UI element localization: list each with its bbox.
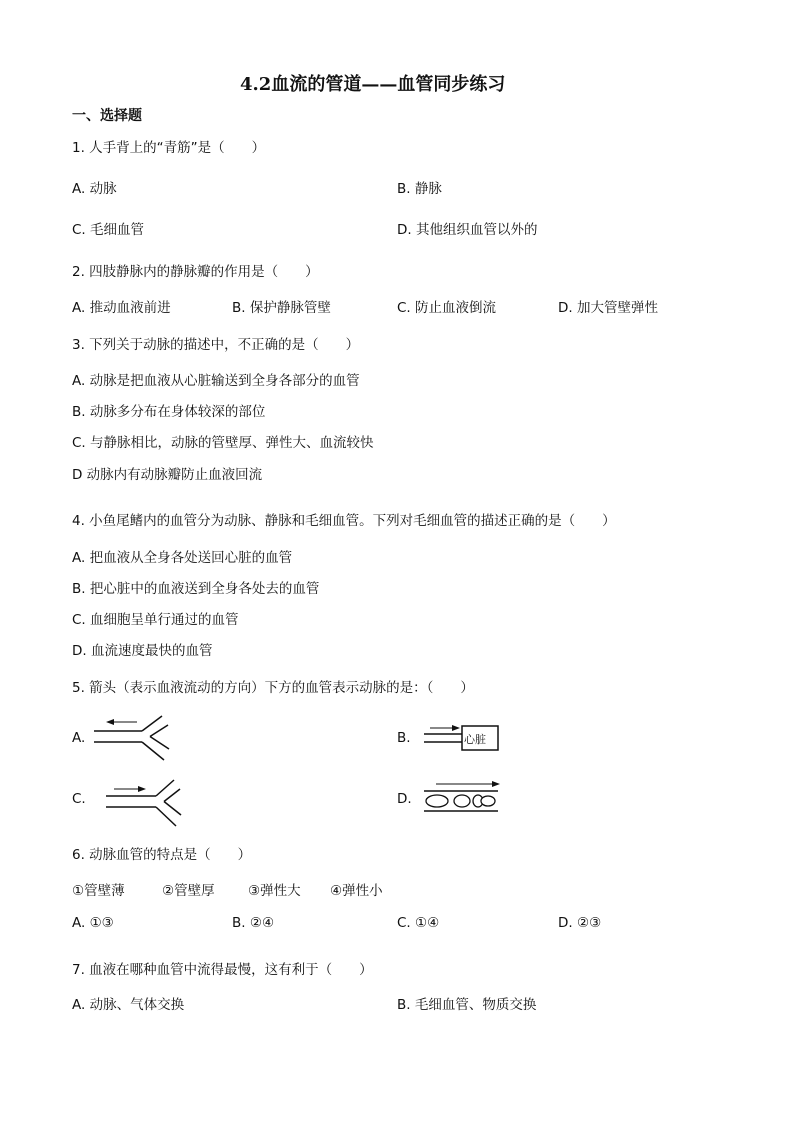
q6-item-4: ④弹性小	[330, 883, 383, 899]
question-3-stem: 3. 下列关于动脉的描述中，不正确的是（ ）	[72, 337, 360, 353]
question-2-stem: 2. 四肢静脉内的静脉瓣的作用是（ ）	[72, 264, 319, 280]
q5-figure-d	[420, 778, 502, 816]
q6-option-b[interactable]: B. ②④	[232, 915, 275, 931]
q1-option-b[interactable]: B. 静脉	[397, 181, 442, 197]
q5-option-a[interactable]: A.	[72, 730, 86, 746]
q1-option-a[interactable]: A. 动脉	[72, 181, 117, 197]
q4-option-a[interactable]: A. 把血液从全身各处送回心脏的血管	[72, 550, 293, 566]
q5-figure-a	[92, 712, 172, 762]
q6-option-a[interactable]: A. ①③	[72, 915, 114, 931]
q3-option-c[interactable]: C. 与静脉相比，动脉的管壁厚、弹性大、血流较快	[72, 435, 374, 451]
q6-item-2: ②管壁厚	[162, 883, 215, 899]
q2-option-c[interactable]: C. 防止血液倒流	[397, 300, 497, 316]
section-heading: 一、选择题	[72, 108, 142, 124]
question-7-stem: 7. 血液在哪种血管中流得最慢，这有利于（ ）	[72, 962, 373, 978]
q1-option-d[interactable]: D. 其他组织血管以外的	[397, 222, 538, 238]
q6-option-d[interactable]: D. ②③	[558, 915, 602, 931]
q5-option-d[interactable]: D.	[397, 791, 412, 807]
q7-option-a[interactable]: A. 动脉、气体交换	[72, 997, 185, 1013]
q2-option-d[interactable]: D. 加大管壁弹性	[558, 300, 658, 316]
question-1-stem: 1. 人手背上的“青筋”是（ ）	[72, 140, 266, 156]
q6-item-3: ③弹性大	[248, 883, 301, 899]
q4-option-c[interactable]: C. 血细胞呈单行通过的血管	[72, 612, 239, 628]
q1-option-c[interactable]: C. 毛细血管	[72, 222, 145, 238]
q3-option-b[interactable]: B. 动脉多分布在身体较深的部位	[72, 404, 266, 420]
q3-option-a[interactable]: A. 动脉是把血液从心脏输送到全身各部分的血管	[72, 373, 360, 389]
q7-option-b[interactable]: B. 毛细血管、物质交换	[397, 997, 537, 1013]
q4-option-d[interactable]: D. 血流速度最快的血管	[72, 643, 213, 659]
question-4-stem: 4. 小鱼尾鳍内的血管分为动脉、静脉和毛细血管。下列对毛细血管的描述正确的是（ ）	[72, 513, 616, 529]
question-5-stem: 5. 箭头（表示血液流动的方向）下方的血管表示动脉的是：（ ）	[72, 680, 474, 696]
q2-option-b[interactable]: B. 保护静脉管壁	[232, 300, 331, 316]
page-title: 4.2血流的管道——血管同步练习	[240, 74, 506, 95]
q6-item-1: ①管壁薄	[72, 883, 125, 899]
q5-option-c[interactable]: C.	[72, 791, 86, 807]
q5-option-b[interactable]: B.	[397, 730, 411, 746]
q5-figure-c	[104, 776, 184, 828]
question-6-stem: 6. 动脉血管的特点是（ ）	[72, 847, 252, 863]
q4-option-b[interactable]: B. 把心脏中的血液送到全身各处去的血管	[72, 581, 320, 597]
q6-option-c[interactable]: C. ①④	[397, 915, 440, 931]
q3-option-d[interactable]: D 动脉内有动脉瓣防止血液回流	[72, 467, 263, 483]
q2-option-a[interactable]: A. 推动血液前进	[72, 300, 171, 316]
heart-box-label: 心脏	[464, 733, 486, 746]
